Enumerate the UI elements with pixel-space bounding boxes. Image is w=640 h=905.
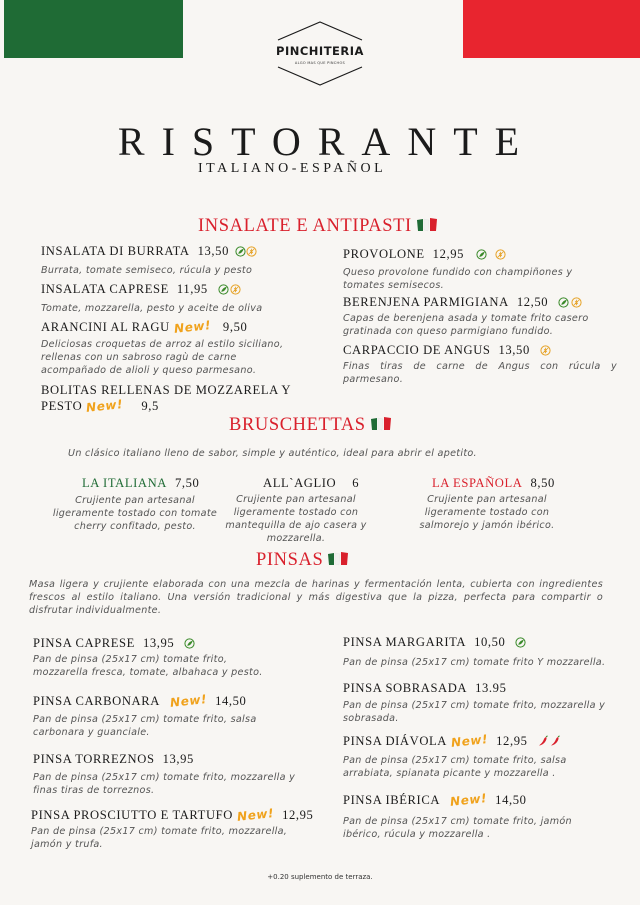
dish-name: PINSA CARBONARA [33, 694, 160, 708]
section-heading-bruschettas [229, 415, 392, 436]
section-intro: Masa ligera y crujiente elaborada con una mezcla de harinas y fermentación lenta, cubierta con ingredientes frescos al estilo italiano. Una versión tradicional y más digestiva que la pizza, perfecta para compartir o disfrutar individualmente. [29, 579, 603, 616]
new-badge: New! [450, 732, 489, 750]
dish-price: 13,95 [162, 752, 194, 766]
dish-name: PESTO [41, 399, 83, 413]
dish-price: 12,95 [282, 808, 314, 822]
new-badge: New! [85, 397, 125, 415]
vegetarian-icon [558, 297, 569, 308]
dish-description: Crujiente pan artesanal ligeramente tostado con tomate cherry confitado, pesto. [52, 495, 218, 532]
menu-item-pinsa-diavola [343, 734, 561, 749]
page-subtitle: ITALIANO-ESPAÑOL [198, 161, 387, 176]
dish-name: PROVOLONE [343, 247, 425, 261]
gluten-free-icon [571, 297, 582, 308]
section-heading-insalate [198, 216, 438, 237]
dish-name: PINSA IBÉRICA [343, 793, 441, 807]
menu-item-bolitas-line2 [41, 399, 159, 414]
menu-item-pinsa-carbonara [33, 694, 246, 709]
dish-price: 9,50 [222, 320, 248, 334]
menu-item-la-espanola [432, 476, 555, 491]
section-title: PINSAS [256, 550, 324, 570]
section-heading-pinsas [256, 550, 349, 571]
dish-price: 9,5 [141, 399, 159, 413]
menu-item-bolitas-line1: BOLITAS RELLENAS DE MOZZARELA Y [41, 383, 292, 397]
dish-description: Pan de pinsa (25x17 cm) tomate frito, mozzarella y sobrasada. [343, 700, 606, 724]
dish-name: BERENJENA PARMIGIANA [343, 295, 509, 309]
dish-description: Pan de pinsa (25x17 cm) tomate frito, salsa carbonara y guanciale. [33, 714, 257, 738]
brand-tagline: ALGO MAS QUE PINCHOS [294, 61, 346, 65]
section-title: BRUSCHETTAS [229, 415, 366, 435]
menu-item-pinsa-torreznos [33, 752, 194, 767]
vegetarian-icon [476, 249, 487, 260]
dish-description: Pan de pinsa (25x17 cm) tomate frito, mozzarella y finas tiras de torreznos. [33, 772, 296, 796]
dish-price: 11,95 [176, 282, 208, 296]
section-intro: Un clásico italiano lleno de sabor, simple y auténtico, ideal para abrir el apetito. [68, 448, 477, 459]
vegetarian-icon [515, 637, 526, 648]
menu-item-insalata-caprese [41, 282, 241, 297]
dish-name: ALL`AGLIO [263, 476, 337, 490]
dish-price: 12,95 [432, 247, 465, 261]
dish-price: 8,50 [530, 476, 555, 490]
vegetarian-icon [184, 638, 195, 649]
dish-description: Pan de pinsa (25x17 cm) tomate frito Y mozzarella. [343, 657, 606, 668]
dish-description: Pan de pinsa (25x17 cm) tomate frito, mozzarella fresca, tomate, albahaca y pesto. [33, 654, 263, 678]
menu-item-pinsa-margarita [343, 635, 526, 650]
menu-item-all-aglio [263, 476, 359, 491]
dish-name: PINSA TORREZNOS [33, 752, 155, 766]
dish-price: 13,95 [142, 636, 175, 650]
dish-name: LA ITALIANA [82, 476, 167, 490]
dish-description: Queso provolone fundido con champiñones y tomates semisecos. [343, 267, 573, 291]
dish-name: INSALATA DI BURRATA [41, 244, 190, 258]
dish-name: PINSA PROSCIUTTO E TARTUFO [31, 808, 233, 822]
dish-name: CARPACCIO DE ANGUS [343, 343, 491, 357]
dish-description: Pan de pinsa (25x17 cm) tomate frito, salsa arrabiata, spianata picante y mozzarella . [343, 755, 567, 779]
italy-flag-icon [416, 217, 438, 232]
gluten-free-icon [230, 284, 241, 295]
dish-description: Crujiente pan artesanal ligeramente tostado con mantequilla de ajo casera y mozzarella. [225, 494, 367, 544]
menu-item-insalata-burrata [41, 244, 257, 259]
gluten-free-icon [540, 345, 551, 356]
dish-name: ARANCINI AL RAGU [41, 320, 170, 334]
vegetarian-icon [235, 246, 246, 257]
gluten-free-icon [495, 249, 506, 260]
dish-description: Pan de pinsa (25x17 cm) tomate frito, mozzarella, jamón y trufa. [31, 826, 288, 850]
italy-flag-red-band [463, 0, 640, 58]
dish-price: 6 [352, 476, 360, 490]
dish-price: 12,95 [496, 734, 528, 748]
gluten-free-icon [246, 246, 257, 257]
menu-item-pinsa-sobrasada [343, 681, 506, 696]
page-title: RISTORANTE [117, 119, 537, 164]
dish-price: 14,50 [495, 793, 527, 807]
section-title: INSALATE E ANTIPASTI [198, 216, 412, 236]
brand-logo [270, 20, 370, 88]
dish-name: PINSA DIÁVOLA [343, 734, 448, 748]
brand-name: PINCHITERIA [276, 44, 364, 58]
dish-price: 13,50 [498, 343, 530, 357]
new-badge: New! [236, 806, 275, 824]
menu-item-la-italiana [82, 476, 199, 491]
vegetarian-icon [218, 284, 229, 295]
menu-item-berenjena [343, 295, 582, 310]
menu-item-pinsa-caprese [33, 636, 195, 651]
dish-name: INSALATA CAPRESE [41, 282, 169, 296]
menu-item-pinsa-iberica [343, 793, 527, 808]
chili-pepper-icon [549, 735, 561, 747]
menu-item-carpaccio [343, 343, 551, 358]
chili-pepper-icon [537, 735, 549, 747]
dish-description: Capas de berenjena asada y tomate frito casero gratinada con queso parmigiano fundido. [343, 313, 589, 337]
dish-price: 13.95 [475, 681, 507, 695]
menu-item-arancini [41, 320, 247, 335]
dish-description: Crujiente pan artesanal ligeramente tostado con salmorejo y jamón ibérico. [419, 494, 555, 531]
new-badge: New! [169, 692, 208, 710]
dish-name: LA ESPAÑOLA [432, 476, 523, 490]
dish-price: 12,50 [516, 295, 549, 309]
dish-price: 13,50 [197, 244, 229, 258]
dish-name: PINSA SOBRASADA [343, 681, 468, 695]
dish-name: PINSA CAPRESE [33, 636, 135, 650]
footer-note: +0.20 suplemento de terraza. [267, 873, 373, 881]
dish-price: 14,50 [215, 694, 247, 708]
dish-description: Finas tiras de carne de Angus con rúcula y parmesano. [343, 361, 617, 385]
menu-item-provolone [343, 247, 506, 262]
italy-flag-icon [327, 551, 349, 566]
dish-price: 10,50 [474, 635, 506, 649]
dish-description: Pan de pinsa (25x17 cm) tomate frito, jamón ibérico, rúcula y mozzarella . [343, 816, 572, 840]
dish-price: 7,50 [174, 476, 200, 490]
dish-name: PINSA MARGARITA [343, 635, 467, 649]
dish-description: Burrata, tomate semiseco, rúcula y pesto [41, 265, 253, 276]
menu-item-pinsa-prosciutto [31, 808, 313, 823]
italy-flag-green-band [4, 0, 183, 58]
dish-description: Tomate, mozzarella, pesto y aceite de oliva [41, 303, 263, 314]
new-badge: New! [173, 318, 212, 336]
dish-description: Deliciosas croquetas de arroz al estilo siciliano, rellenas con un sabroso ragù de carne acompañado de alioli y queso parmesano. [41, 339, 284, 376]
new-badge: New! [449, 791, 488, 809]
italy-flag-icon [370, 416, 392, 431]
